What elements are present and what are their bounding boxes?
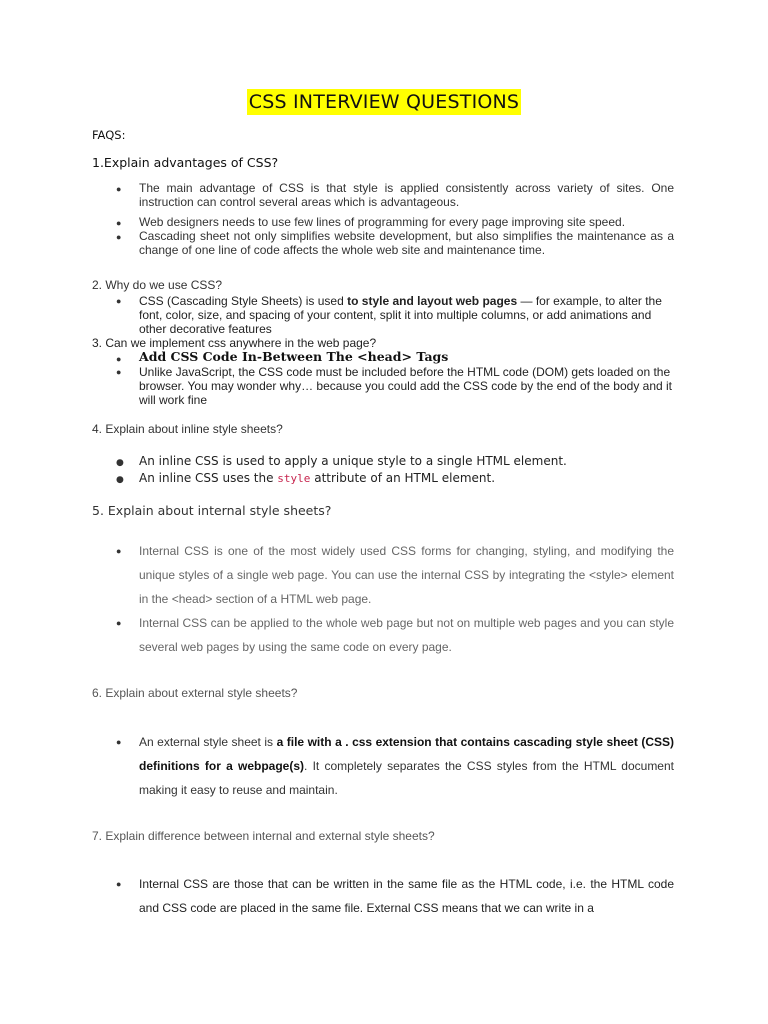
list-item-text-bold: to style and layout web pages xyxy=(347,294,518,308)
list-item-text: Add CSS Code In-Between The <head> Tags xyxy=(139,349,449,364)
list-item xyxy=(0,872,674,920)
list-item-text-post: attribute of an HTML element. xyxy=(310,471,496,485)
question-1-heading: 1.Explain advantages of CSS? xyxy=(92,155,279,170)
list-item-text: The main advantage of CSS is that style is applied consistently across variety of sites. One instruction can control several areas which is advantageous. xyxy=(139,181,674,209)
list-item xyxy=(0,181,674,209)
bullet-icon: ● xyxy=(116,232,122,242)
list-item xyxy=(0,611,674,659)
list-item xyxy=(0,294,674,336)
question-6-list xyxy=(0,730,768,802)
question-7-list xyxy=(0,872,768,920)
list-item-text: Internal CSS can be applied to the whole web page but not on multiple web pages and you can style several web pages by using the same code on every page. xyxy=(139,616,674,654)
inline-code: style xyxy=(277,472,311,485)
bullet-icon: ● xyxy=(116,737,122,747)
list-item xyxy=(0,470,674,487)
list-item-text: An inline CSS is used to apply a unique style to a single HTML element. xyxy=(139,454,567,468)
list-item-text: Internal CSS is one of the most widely used CSS forms for changing, styling, and modifying the unique styles of a single web page. You can use the internal CSS by integrating the <style> element in the <head> section of a HTML web page. xyxy=(139,544,674,606)
page-title: CSS INTERVIEW QUESTIONS xyxy=(248,91,520,113)
bullet-icon: ● xyxy=(116,618,122,628)
question-3-list xyxy=(0,350,768,407)
list-item-text-pre: An inline CSS uses the xyxy=(139,471,278,485)
bullet-icon: ● xyxy=(116,184,122,194)
question-6-heading: 6. Explain about external style sheets? xyxy=(92,686,298,700)
bullet-icon: ● xyxy=(116,354,122,364)
bullet-icon: ● xyxy=(116,546,122,556)
question-4-heading: 4. Explain about inline style sheets? xyxy=(92,422,283,436)
bullet-icon: ● xyxy=(116,458,124,468)
faqs-label: FAQS: xyxy=(92,128,126,142)
list-item-text-bold: a file with a . css extension that contains cascading style sheet (CSS) definitions for a webpage(s) xyxy=(139,735,674,773)
question-3-heading: 3. Can we implement css anywhere in the web page? xyxy=(92,336,377,350)
question-2-heading: 2. Why do we use CSS? xyxy=(92,278,223,292)
list-item-text-pre: An external style sheet is xyxy=(139,735,277,749)
list-item xyxy=(0,230,674,257)
list-item xyxy=(0,215,674,229)
list-item-text: Internal CSS are those that can be written in the same file as the HTML code, i.e. the HTML code and CSS code are placed in the same file. External CSS means that we can write in a xyxy=(139,877,674,915)
list-item-text: Unlike JavaScript, the CSS code must be included before the HTML code (DOM) gets loaded on the browser. You may wonder why… because you could add the CSS code by the end of the body and it will work fine xyxy=(139,365,673,407)
list-item-text: Web designers needs to use few lines of programming for every page improving site speed. xyxy=(139,215,626,229)
list-item xyxy=(0,730,674,802)
list-item xyxy=(0,453,674,470)
bullet-icon: ● xyxy=(116,218,122,228)
question-5-heading: 5. Explain about internal style sheets? xyxy=(92,503,332,518)
list-item-text: Cascading sheet not only simplifies website development, but also simplifies the maintenance as a change of one line of code affects the whole web site and maintenance time. xyxy=(139,229,674,257)
question-5-list xyxy=(0,539,768,659)
list-item xyxy=(0,539,674,611)
list-item xyxy=(0,350,674,364)
list-item-text-post: — for example, to alter the font, color, size, and spacing of your content, split it into multiple columns, or add animations and other decorative features xyxy=(139,294,662,336)
bullet-icon: ● xyxy=(116,475,124,485)
bullet-icon: ● xyxy=(116,296,122,306)
question-1-list xyxy=(0,181,768,257)
question-2-list xyxy=(0,294,768,336)
question-4-list xyxy=(0,453,768,487)
title-wrap xyxy=(0,89,768,115)
list-item-text-post: . It completely separates the CSS styles from the HTML document making it easy to reuse and maintain. xyxy=(139,759,674,797)
bullet-icon: ● xyxy=(116,367,122,377)
list-item xyxy=(0,365,674,407)
bullet-icon: ● xyxy=(116,879,122,889)
question-7-heading: 7. Explain difference between internal and external style sheets? xyxy=(92,829,435,843)
list-item-text-pre: CSS (Cascading Style Sheets) is used xyxy=(139,294,348,308)
